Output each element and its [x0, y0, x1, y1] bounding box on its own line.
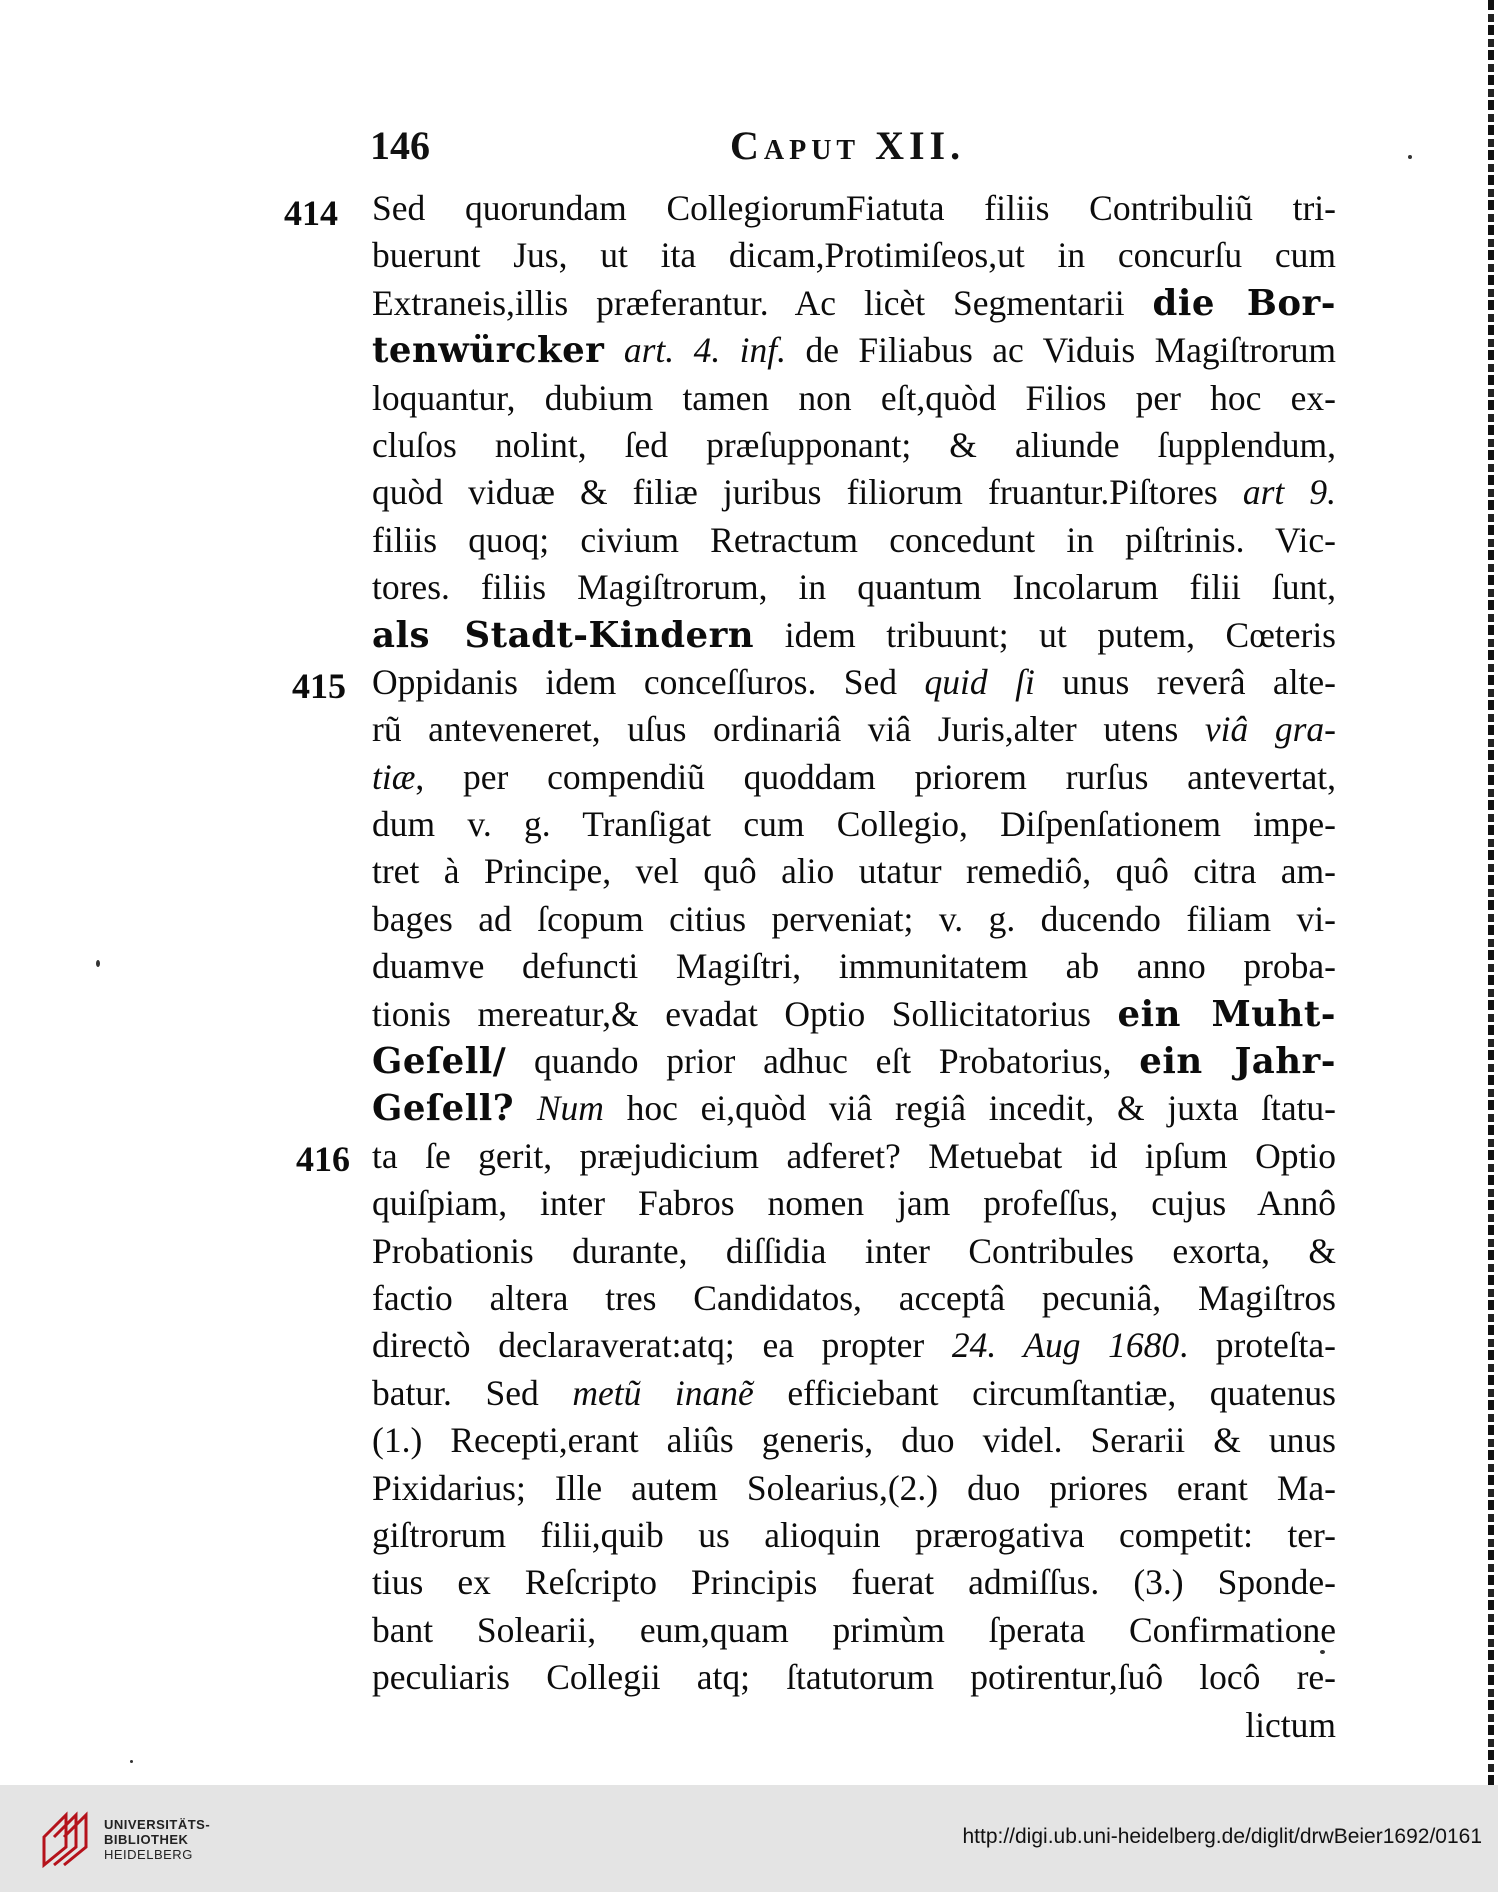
text-span: unus reverâ alte- — [1034, 661, 1336, 702]
text-span: quando prior adhuc eſt Probatorius, — [506, 1041, 1140, 1082]
italic-span: tiæ — [372, 756, 416, 797]
italic-span: viâ gra- — [1204, 709, 1336, 750]
text-line — [372, 1559, 1336, 1606]
fraktur-span: ein Jahr- — [1139, 1041, 1336, 1083]
text-line — [372, 1038, 1336, 1085]
body-text — [372, 185, 1336, 1749]
italic-span: art. 4. inf. — [623, 330, 787, 371]
margin-number: 416 — [296, 1139, 350, 1179]
text-span: tret à Principe, vel quô alio utatur remediô, quô citra am- — [372, 851, 1336, 892]
library-logo-text — [104, 1817, 210, 1862]
text-span: buerunt Jus, ut ita dicam,Protimiſeos,ut in concurſu cum — [372, 235, 1336, 276]
text-span: hoc ei,quòd viâ regiâ incedit, & juxta ſtatu- — [603, 1088, 1337, 1129]
fraktur-span: Geſell? — [372, 1088, 515, 1130]
text-span: batur. Sed — [372, 1372, 573, 1413]
text-line — [372, 1654, 1336, 1701]
text-line — [372, 1607, 1336, 1654]
text-line — [372, 943, 1336, 990]
margin-number: 414 — [284, 193, 338, 233]
text-span: rũ anteveneret, uſus ordinariâ viâ Juris,alter utens — [372, 709, 1205, 750]
page-header — [0, 122, 1498, 172]
library-logo-icon — [40, 1807, 100, 1869]
source-url[interactable]: http://digi.ub.uni-heidelberg.de/diglit/drwBeier1692/0161 — [962, 1825, 1482, 1848]
text-line — [372, 375, 1336, 422]
page-edge-shadow — [1488, 0, 1494, 1785]
text-span: efficiebant circumſtantiæ, quatenus — [753, 1372, 1336, 1413]
text-span: Sed quorundam CollegiorumFiatuta filiis Contribuliũ tri- — [372, 188, 1336, 228]
text-line — [372, 1322, 1336, 1369]
text-line — [372, 185, 1336, 232]
text-span: cluſos nolint, ſed præſupponant; & aliunde ſupplendum, — [372, 424, 1336, 465]
text-span: Extraneis,illis præferantur. Ac licèt Segmentarii — [372, 282, 1153, 323]
text-line — [372, 517, 1336, 564]
text-span: tores. filiis Magiſtrorum, in quantum Incolarum filii ſunt, — [372, 567, 1336, 608]
text-span: duamve defuncti Magiſtri, immunitatem ab anno proba- — [372, 946, 1336, 987]
text-line — [372, 280, 1336, 327]
text-span: . proteſta- — [1179, 1325, 1337, 1366]
text-line — [372, 1228, 1336, 1275]
text-span: ta ſe gerit, præjudicium adferet? Metuebat id ipſum Optio — [372, 1135, 1336, 1176]
text-span: Probationis durante, diſſidia inter Contribules exorta, & — [372, 1230, 1336, 1271]
text-span: factio altera tres Candidatos, acceptâ pecuniâ, Magiſtros — [372, 1277, 1336, 1318]
text-line — [372, 1275, 1336, 1322]
italic-span: Num — [536, 1088, 604, 1129]
text-line — [372, 754, 1336, 801]
text-line — [372, 327, 1336, 374]
text-span: loquantur, dubium tamen non eſt,quòd Filios per hoc ex- — [372, 377, 1336, 418]
margin-number: 415 — [292, 666, 346, 706]
text-line — [372, 801, 1336, 848]
text-span: bages ad ſcopum citius perveniat; v. g. ducendo filiam vi- — [372, 898, 1336, 939]
text-span: quiſpiam, inter Fabros nomen jam profeſſus, cujus Annô — [372, 1183, 1336, 1224]
italic-span: art 9. — [1242, 472, 1336, 513]
text-line — [372, 896, 1336, 943]
running-head: Caput XII. — [730, 123, 966, 168]
logo-line: BIBLIOTHEK — [104, 1832, 189, 1847]
text-span: filiis quoq; civium Retractum concedunt in piſtrinis. Vic- — [372, 519, 1336, 560]
text-span: tionis mereatur,& evadat Optio Sollicitatorius — [372, 993, 1118, 1034]
text-span: lictum — [1245, 1704, 1336, 1745]
text-span — [514, 1088, 537, 1128]
text-span: Oppidanis idem conceſſuros. Sed — [372, 661, 925, 702]
text-span: de Filiabus ac Viduis Magiſtrorum — [786, 330, 1337, 371]
fraktur-span: die Bor- — [1152, 282, 1336, 324]
text-span: idem tribuunt; ut putem, Cœteris — [754, 614, 1336, 655]
fraktur-span: als Stadt-Kindern — [372, 614, 755, 656]
text-line — [372, 612, 1336, 659]
text-line — [372, 706, 1336, 753]
italic-span: quid ſi — [924, 661, 1035, 702]
text-line — [372, 232, 1336, 279]
logo-line: HEIDELBERG — [104, 1847, 193, 1862]
footer-bar — [0, 1785, 1498, 1892]
text-span: bant Solearii, eum,quam primùm ſperata Confirmatione — [372, 1609, 1336, 1650]
text-span: peculiaris Collegii atq; ſtatutorum potirentur,ſuô locô re- — [372, 1657, 1336, 1698]
text-line — [372, 564, 1336, 611]
text-line — [372, 1417, 1336, 1464]
text-span — [604, 330, 623, 370]
text-line — [372, 1085, 1336, 1132]
text-line — [372, 659, 1336, 706]
text-span: quòd viduæ & filiæ juribus filiorum fruantur.Piſtores — [372, 472, 1243, 513]
text-line — [372, 1465, 1336, 1512]
text-line — [372, 1702, 1336, 1749]
fraktur-span: tenwürcker — [372, 330, 605, 372]
scan-speck — [130, 1760, 133, 1763]
text-span: (1.) Recepti,erant aliûs generis, duo videl. Serarii & unus — [372, 1420, 1336, 1461]
italic-span: 24. Aug 1680 — [951, 1325, 1180, 1366]
fraktur-span: ein Muht- — [1117, 993, 1336, 1035]
text-span: , per compendiũ quoddam priorem rurſus antevertat, — [415, 756, 1336, 797]
italic-span: metũ inanẽ — [572, 1372, 754, 1413]
scan-speck — [96, 960, 100, 967]
text-line — [372, 1512, 1336, 1559]
text-line — [372, 1370, 1336, 1417]
text-line — [372, 469, 1336, 516]
text-span: tius ex Reſcripto Principis fuerat admiſſus. (3.) Sponde- — [372, 1562, 1336, 1603]
text-span: Pixidarius; Ille autem Solearius,(2.) duo priores erant Ma- — [372, 1467, 1336, 1508]
text-line — [372, 422, 1336, 469]
fraktur-span: Geſell/ — [372, 1041, 507, 1083]
text-line — [372, 991, 1336, 1038]
page-number: 146 — [370, 123, 430, 168]
logo-line: UNIVERSITÄTS- — [104, 1817, 211, 1832]
text-line — [372, 1180, 1336, 1227]
text-span: directò declaraverat:atq; ea propter — [372, 1325, 952, 1366]
text-line — [372, 848, 1336, 895]
text-span: dum v. g. Tranſigat cum Collegio, Diſpenſationem impe- — [372, 804, 1336, 845]
text-span: giſtrorum filii,quib us alioquin prærogativa competit: ter- — [372, 1514, 1336, 1555]
text-line — [372, 1133, 1336, 1180]
